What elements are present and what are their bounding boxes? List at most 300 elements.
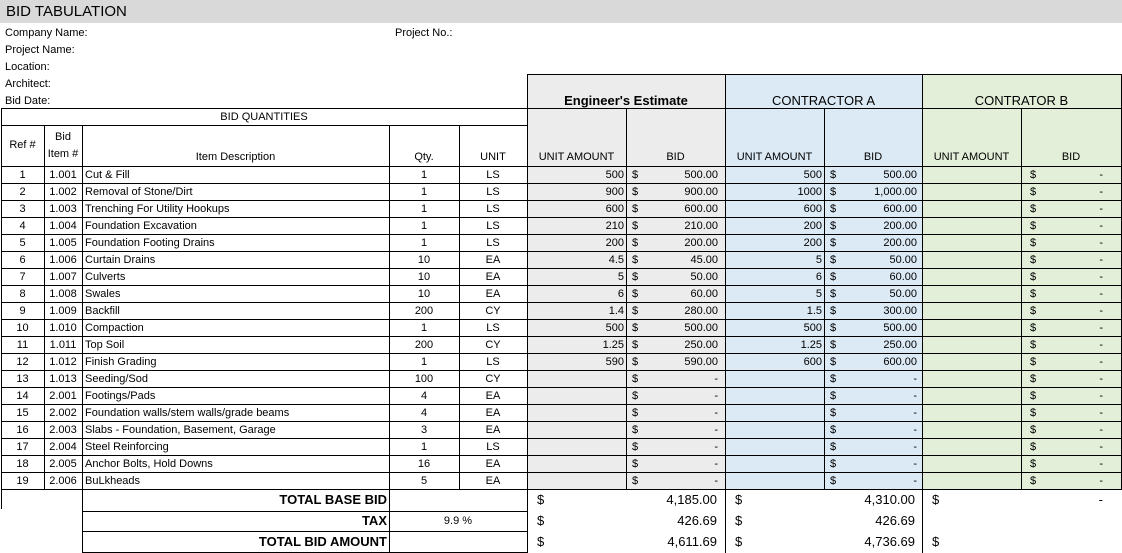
unit-cell: LS xyxy=(486,169,500,181)
contractor-b-currency-symbol: $ xyxy=(1030,237,1037,249)
contractor-a-currency-symbol: $ xyxy=(830,424,837,436)
row-line xyxy=(1,285,1122,286)
contractor-a-total-currency: $ xyxy=(735,492,743,507)
group-header-top xyxy=(527,74,1122,75)
engineer-currency-symbol: $ xyxy=(632,169,639,181)
contractor-b-total-currency: $ xyxy=(932,492,940,507)
item-description-cell: Foundation Excavation xyxy=(85,220,197,232)
engineer-currency-symbol: $ xyxy=(632,288,639,300)
engineer-unit-amount-cell: 600 xyxy=(605,203,624,215)
bid-item-cell: 1.002 xyxy=(49,186,77,198)
bid-item-cell: 1.008 xyxy=(49,288,77,300)
qty-cell: 16 xyxy=(417,458,431,470)
engineer-currency-symbol: $ xyxy=(632,424,639,436)
contractor-a-bid-cell: - xyxy=(913,475,917,487)
contractor-a-unit-amount-cell: 6 xyxy=(815,271,822,283)
engineer-currency-symbol: $ xyxy=(632,356,639,368)
ref-cell: 16 xyxy=(16,424,29,436)
ref-cell: 11 xyxy=(16,339,29,351)
project-name-label: Project Name: xyxy=(5,44,75,56)
engineer-unit-amount-cell: 500 xyxy=(605,169,624,181)
bid-item-cell: 2.005 xyxy=(49,458,77,470)
contractor-a-base-value: 4,310.00 xyxy=(864,492,915,507)
unit-cell: EA xyxy=(485,475,501,487)
contractor-a-currency-symbol: $ xyxy=(830,407,837,419)
contractor-a-header: CONTRACTOR A xyxy=(771,93,876,108)
contractor-b-bid-cell: - xyxy=(1099,356,1103,368)
unit-cell: LS xyxy=(486,203,500,215)
unit-cell: LS xyxy=(486,322,500,334)
contractor-a-bid-cell: - xyxy=(913,390,917,402)
qty-cell: 3 xyxy=(420,424,428,436)
engineer-unit-amount-cell: 590 xyxy=(605,356,624,368)
item-description-cell: Top Soil xyxy=(85,339,125,351)
unit-cell: LS xyxy=(486,356,500,368)
ref-cell: 3 xyxy=(19,203,26,215)
project-no-label: Project No.: xyxy=(395,27,453,39)
bid-quantities-header: BID QUANTITIES xyxy=(220,111,308,123)
contractor-a-currency-symbol: $ xyxy=(830,203,837,215)
engineer-currency-symbol: $ xyxy=(632,475,639,487)
bid-item-cell: 1.011 xyxy=(49,339,77,351)
ref-cell: 12 xyxy=(16,356,29,368)
engineer-unit-amount-cell: 1.25 xyxy=(602,339,624,351)
contractor-b-bid-cell: - xyxy=(1099,322,1103,334)
contractor-a-currency-symbol: $ xyxy=(830,441,837,453)
ref-cell: 10 xyxy=(16,322,29,334)
contractor-b-currency-symbol: $ xyxy=(1030,475,1037,487)
row-line xyxy=(1,183,1122,184)
qty-cell: 4 xyxy=(420,390,428,402)
ref-cell: 13 xyxy=(16,373,29,385)
contractor-a-bid-cell: - xyxy=(913,458,917,470)
ref-column-header: Ref # xyxy=(9,139,36,151)
item-description-cell: Backfill xyxy=(85,305,120,317)
engineer-currency-symbol: $ xyxy=(632,458,639,470)
engineer-total-currency: $ xyxy=(537,492,545,507)
engineer-unit-amount-cell: 500 xyxy=(605,322,624,334)
column-line xyxy=(82,125,83,490)
company-name-label: Company Name: xyxy=(5,27,88,39)
unit-cell: EA xyxy=(485,407,501,419)
bid-date-label: Bid Date: xyxy=(5,95,51,107)
column-line xyxy=(922,74,923,553)
qty-cell: 100 xyxy=(414,373,434,385)
unit-cell: LS xyxy=(486,186,500,198)
item-description-cell: Culverts xyxy=(85,271,126,283)
qty-cell: 200 xyxy=(414,339,434,351)
contractor-b-bid-cell: - xyxy=(1099,237,1103,249)
bid-quantities-bottom xyxy=(1,125,528,126)
tax-rate: 9.9 % xyxy=(443,515,473,527)
contractor-b-currency-symbol: $ xyxy=(1030,407,1037,419)
contractor-a-currency-symbol: $ xyxy=(830,220,837,232)
contractor-b-bid-cell: - xyxy=(1099,186,1103,198)
contractor-b-currency-symbol: $ xyxy=(1030,288,1037,300)
contractor-b-bid-cell: - xyxy=(1099,390,1103,402)
contractor-a-total-currency: $ xyxy=(735,513,743,528)
engineer-currency-symbol: $ xyxy=(632,390,639,402)
engineer-currency-symbol: $ xyxy=(632,322,639,334)
engineer-bid-cell: - xyxy=(714,407,718,419)
row-line xyxy=(1,234,1122,235)
contractor-a-currency-symbol: $ xyxy=(830,186,837,198)
contractor-a-currency-symbol: $ xyxy=(830,271,837,283)
item-description-cell: Finish Grading xyxy=(85,356,157,368)
qty-cell: 10 xyxy=(417,271,431,283)
engineer-currency-symbol: $ xyxy=(632,203,639,215)
contractor-a-bid-cell: 50.00 xyxy=(889,288,917,300)
contractor-b-bid-cell: - xyxy=(1099,305,1103,317)
contractor-b-bid-cell: - xyxy=(1099,373,1103,385)
item-description-cell: Curtain Drains xyxy=(85,254,156,266)
engineer-bid-cell: 600.00 xyxy=(684,203,718,215)
bid-column-header: BID xyxy=(666,151,685,163)
engineer-bid-cell: 60.00 xyxy=(690,288,718,300)
architect-label: Architect: xyxy=(5,78,51,90)
bid-item-cell: 2.001 xyxy=(49,390,77,402)
total-base-bid-label: TOTAL BASE BID xyxy=(279,492,387,507)
engineer-total-currency: $ xyxy=(537,513,545,528)
item-description-cell: Seeding/Sod xyxy=(85,373,148,385)
item-description-cell: Anchor Bolts, Hold Downs xyxy=(85,458,213,470)
contractor-b-bid-cell: - xyxy=(1099,203,1103,215)
engineer-bid-cell: - xyxy=(714,475,718,487)
contractor-a-currency-symbol: $ xyxy=(830,169,837,181)
engineer-unit-amount-cell: 6 xyxy=(617,288,624,300)
unit-cell: LS xyxy=(486,220,500,232)
engineer-total-value: 4,611.69 xyxy=(667,534,717,549)
unit-cell: LS xyxy=(486,441,500,453)
ref-cell: 14 xyxy=(16,390,29,402)
bid-item-cell: 1.006 xyxy=(49,254,77,266)
contractor-a-bid-cell: 200.00 xyxy=(883,220,917,232)
bid-item-cell: 1.013 xyxy=(49,373,77,385)
contractor-a-unit-amount-cell: 5 xyxy=(815,254,822,266)
engineer-bid-cell: 250.00 xyxy=(684,339,718,351)
row-line xyxy=(1,489,1122,490)
engineer-currency-symbol: $ xyxy=(632,237,639,249)
unit-cell: EA xyxy=(485,271,501,283)
unit-cell: EA xyxy=(485,254,501,266)
item-description-cell: Steel Reinforcing xyxy=(85,441,169,453)
engineer-tax-value: 426.69 xyxy=(677,513,717,528)
engineer-currency-symbol: $ xyxy=(632,271,639,283)
ref-cell: 19 xyxy=(16,475,29,487)
row-line xyxy=(1,404,1122,405)
contractor-b-bid-cell: - xyxy=(1099,458,1103,470)
contractor-b-currency-symbol: $ xyxy=(1030,356,1037,368)
engineer-base-value: 4,185.00 xyxy=(666,492,717,507)
item-description-cell: Footings/Pads xyxy=(85,390,156,402)
row-line xyxy=(1,438,1122,439)
contractor-b-currency-symbol: $ xyxy=(1030,305,1037,317)
row-line xyxy=(1,472,1122,473)
contractor-a-bid-cell: - xyxy=(913,424,917,436)
qty-cell: 1 xyxy=(420,237,428,249)
qty-cell: 200 xyxy=(414,305,434,317)
contractor-a-bid-cell: 600.00 xyxy=(883,356,917,368)
unit-amount-header: UNIT AMOUNT xyxy=(538,151,615,163)
total-bid-amount-label: TOTAL BID AMOUNT xyxy=(258,534,387,549)
item-description-cell: Slabs - Foundation, Basement, Garage xyxy=(85,424,276,436)
qty-column-header: Qty. xyxy=(414,151,434,163)
qty-cell: 5 xyxy=(420,475,428,487)
qty-cell: 1 xyxy=(420,203,428,215)
bid-item-cell: 1.001 xyxy=(49,169,77,181)
contractor-a-currency-symbol: $ xyxy=(830,458,837,470)
engineer-bid-cell: - xyxy=(714,390,718,402)
bid-item-cell: 2.004 xyxy=(49,441,77,453)
bid-item-cell: 2.003 xyxy=(49,424,77,436)
engineer-bid-cell: 500.00 xyxy=(684,322,718,334)
contractor-b-base-value: - xyxy=(1098,492,1103,507)
engineer-unit-amount-cell: 210 xyxy=(605,220,624,232)
contractor-b-bid-cell: - xyxy=(1099,424,1103,436)
unit-column-header: UNIT xyxy=(480,151,506,163)
ref-cell: 1 xyxy=(19,169,26,181)
contractor-b-bid-cell: - xyxy=(1099,441,1103,453)
location-label: Location: xyxy=(5,61,50,73)
contractor-a-unit-amount-cell: 600 xyxy=(803,356,822,368)
contractor-a-unit-amount-cell: 500 xyxy=(803,169,822,181)
contractor-a-currency-symbol: $ xyxy=(830,237,837,249)
engineer-currency-symbol: $ xyxy=(632,441,639,453)
row-line xyxy=(1,387,1122,388)
contractor-a-currency-symbol: $ xyxy=(830,475,837,487)
contractor-b-bid-cell: - xyxy=(1099,254,1103,266)
contractor-b-currency-symbol: $ xyxy=(1030,322,1037,334)
qty-cell: 1 xyxy=(420,441,428,453)
item-description-cell: Cut & Fill xyxy=(85,169,130,181)
row-line xyxy=(1,302,1122,303)
bid-item-cell: 2.002 xyxy=(49,407,77,419)
qty-cell: 1 xyxy=(420,186,428,198)
qty-cell: 1 xyxy=(420,220,428,232)
contractor-b-currency-symbol: $ xyxy=(1030,169,1037,181)
bid-item-cell: 2.006 xyxy=(49,475,77,487)
item-description-cell: Swales xyxy=(85,288,121,300)
contractor-b-currency-symbol: $ xyxy=(1030,390,1037,402)
engineer-bid-cell: 210.00 xyxy=(684,220,718,232)
contractor-a-unit-amount-cell: 1.5 xyxy=(806,305,822,317)
engineer-currency-symbol: $ xyxy=(632,220,639,232)
engineer-bid-cell: - xyxy=(714,424,718,436)
engineer-currency-symbol: $ xyxy=(632,186,639,198)
contractor-b-currency-symbol: $ xyxy=(1030,271,1037,283)
contractor-b-currency-symbol: $ xyxy=(1030,373,1037,385)
contractor-b-header: CONTRATOR B xyxy=(974,93,1069,108)
contractor-a-total-currency: $ xyxy=(735,534,743,549)
contractor-a-currency-symbol: $ xyxy=(830,356,837,368)
contractor-b-bid-cell: - xyxy=(1099,271,1103,283)
unit-cell: EA xyxy=(485,458,501,470)
contractor-a-unit-amount-cell: 500 xyxy=(803,322,822,334)
contractor-a-unit-amount-cell: 5 xyxy=(815,288,822,300)
contractor-a-tax-value: 426.69 xyxy=(875,513,915,528)
contractor-a-unit-amount-cell: 1000 xyxy=(797,186,822,198)
qty-cell: 1 xyxy=(420,322,428,334)
bid-column-header: BID xyxy=(863,151,883,163)
tax-label: TAX xyxy=(361,513,387,528)
row-line xyxy=(1,268,1122,269)
contractor-b-currency-symbol: $ xyxy=(1030,254,1037,266)
ref-cell: 9 xyxy=(19,305,26,317)
contractor-b-currency-symbol: $ xyxy=(1030,186,1037,198)
contractor-a-bid-cell: 500.00 xyxy=(883,322,917,334)
contractor-a-currency-symbol: $ xyxy=(830,390,837,402)
contractor-b-currency-symbol: $ xyxy=(1030,424,1037,436)
bid-item-cell: 1.009 xyxy=(49,305,77,317)
engineer-unit-amount-cell: 200 xyxy=(605,237,624,249)
bid-item-cell: 1.003 xyxy=(49,203,77,215)
contractor-b-currency-symbol: $ xyxy=(1030,441,1037,453)
contractor-a-bid-cell: 60.00 xyxy=(889,271,917,283)
engineer-bid-cell: 900.00 xyxy=(684,186,718,198)
contractor-b-bid-cell: - xyxy=(1099,220,1103,232)
engineer-currency-symbol: $ xyxy=(632,339,639,351)
engineer-unit-amount-cell: 4.5 xyxy=(608,254,624,266)
contractor-a-bid-cell: 50.00 xyxy=(889,254,917,266)
item-description-cell: Removal of Stone/Dirt xyxy=(85,186,193,198)
contractor-b-bid-cell: - xyxy=(1099,407,1103,419)
item-description-cell: BuLkheads xyxy=(85,475,141,487)
bid-column-header: BID xyxy=(1061,151,1081,163)
contractor-b-currency-symbol: $ xyxy=(1030,220,1037,232)
ref-cell: 5 xyxy=(19,237,26,249)
engineer-bid-cell: - xyxy=(714,458,718,470)
unit-cell: EA xyxy=(485,390,501,402)
contractor-a-currency-symbol: $ xyxy=(830,288,837,300)
unit-cell: CY xyxy=(485,373,501,385)
unit-amount-header: UNIT AMOUNT xyxy=(933,151,1010,163)
ref-cell: 8 xyxy=(19,288,26,300)
engineer-unit-amount-cell: 5 xyxy=(617,271,624,283)
contractor-a-currency-symbol: $ xyxy=(830,254,837,266)
contractor-a-bid-cell: 600.00 xyxy=(883,203,917,215)
contractor-b-currency-symbol: $ xyxy=(1030,458,1037,470)
contractor-a-bid-cell: - xyxy=(913,407,917,419)
row-line xyxy=(1,319,1122,320)
engineer-bid-cell: - xyxy=(714,441,718,453)
contractor-a-bid-cell: 250.00 xyxy=(883,339,917,351)
item-description-cell: Foundation Footing Drains xyxy=(85,237,215,249)
contractor-a-unit-amount-cell: 200 xyxy=(803,220,822,232)
bid-item-header-line2: Item # xyxy=(47,148,79,160)
engineer-bid-cell: - xyxy=(714,373,718,385)
contractor-b-bid-cell: - xyxy=(1099,288,1103,300)
bid-item-cell: 1.012 xyxy=(49,356,77,368)
ref-cell: 2 xyxy=(19,186,26,198)
bid-item-cell: 1.004 xyxy=(49,220,77,232)
item-description-cell: Trenching For Utility Hookups xyxy=(85,203,230,215)
contractor-a-currency-symbol: $ xyxy=(830,322,837,334)
row-line xyxy=(1,370,1122,371)
engineer-currency-symbol: $ xyxy=(632,305,639,317)
column-header-bottom xyxy=(1,166,1122,167)
unit-amount-header: UNIT AMOUNT xyxy=(736,151,813,163)
row-line xyxy=(1,200,1122,201)
ref-cell: 6 xyxy=(19,254,26,266)
ref-cell: 17 xyxy=(16,441,29,453)
engineer-currency-symbol: $ xyxy=(632,373,639,385)
engineer-unit-amount-cell: 1.4 xyxy=(608,305,624,317)
contractor-a-bid-cell: 300.00 xyxy=(883,305,917,317)
ref-cell: 4 xyxy=(19,220,26,232)
title-bar xyxy=(0,0,1122,23)
ref-cell: 18 xyxy=(16,458,29,470)
engineer-bid-cell: 200.00 xyxy=(684,237,718,249)
ref-cell: 7 xyxy=(19,271,26,283)
qty-cell: 10 xyxy=(417,288,431,300)
engineer-currency-symbol: $ xyxy=(632,407,639,419)
bid-item-header-line1: Bid xyxy=(55,131,71,143)
contractor-b-total-currency: $ xyxy=(932,534,940,549)
row-line xyxy=(1,217,1122,218)
unit-cell: EA xyxy=(485,288,501,300)
contractor-b-currency-symbol: $ xyxy=(1030,339,1037,351)
engineer-bid-cell: 590.00 xyxy=(684,356,718,368)
total-line xyxy=(82,531,528,532)
row-line xyxy=(1,251,1122,252)
contractor-a-total-value: 4,736.69 xyxy=(864,534,915,549)
contractor-a-bid-cell: - xyxy=(913,373,917,385)
ref-cell: 15 xyxy=(16,407,29,419)
engineer-bid-cell: 45.00 xyxy=(690,254,718,266)
contractor-a-unit-amount-cell: 1.25 xyxy=(800,339,822,351)
bid-item-cell: 1.010 xyxy=(49,322,77,334)
page-title: BID TABULATION xyxy=(6,3,127,20)
qty-cell: 1 xyxy=(420,356,428,368)
engineer-bid-cell: 500.00 xyxy=(684,169,718,181)
qty-cell: 10 xyxy=(417,254,431,266)
engineer-currency-symbol: $ xyxy=(632,254,639,266)
contractor-a-bid-cell: 500.00 xyxy=(883,169,917,181)
engineers-estimate-header: Engineer's Estimate xyxy=(564,93,688,108)
total-line xyxy=(82,511,528,512)
unit-cell: LS xyxy=(486,237,500,249)
contractor-a-bid-cell: 200.00 xyxy=(883,237,917,249)
unit-cell: EA xyxy=(485,424,501,436)
contractor-a-currency-symbol: $ xyxy=(830,339,837,351)
qty-cell: 1 xyxy=(420,169,428,181)
row-line xyxy=(1,336,1122,337)
contractor-a-bid-cell: - xyxy=(913,441,917,453)
engineer-unit-amount-cell: 900 xyxy=(605,186,624,198)
item-description-cell: Foundation walls/stem walls/grade beams xyxy=(85,407,290,419)
engineer-total-currency: $ xyxy=(537,534,545,549)
contractor-a-bid-cell: 1,000.00 xyxy=(874,186,917,198)
contractor-a-currency-symbol: $ xyxy=(830,373,837,385)
contractor-b-bid-cell: - xyxy=(1099,339,1103,351)
item-description-header: Item Description xyxy=(195,151,276,163)
contractor-b-bid-cell: - xyxy=(1099,475,1103,487)
contractor-a-unit-amount-cell: 200 xyxy=(803,237,822,249)
row-line xyxy=(1,455,1122,456)
contractor-b-bid-cell: - xyxy=(1099,169,1103,181)
engineer-bid-cell: 280.00 xyxy=(684,305,718,317)
contractor-a-unit-amount-cell: 600 xyxy=(803,203,822,215)
bid-item-cell: 1.005 xyxy=(49,237,77,249)
row-line xyxy=(1,353,1122,354)
engineer-bid-cell: 50.00 xyxy=(690,271,718,283)
unit-cell: CY xyxy=(485,305,501,317)
contractor-b-currency-symbol: $ xyxy=(1030,203,1037,215)
bid-item-cell: 1.007 xyxy=(49,271,77,283)
item-description-cell: Compaction xyxy=(85,322,144,334)
contractor-a-currency-symbol: $ xyxy=(830,305,837,317)
bid-quantities-top xyxy=(1,108,528,109)
